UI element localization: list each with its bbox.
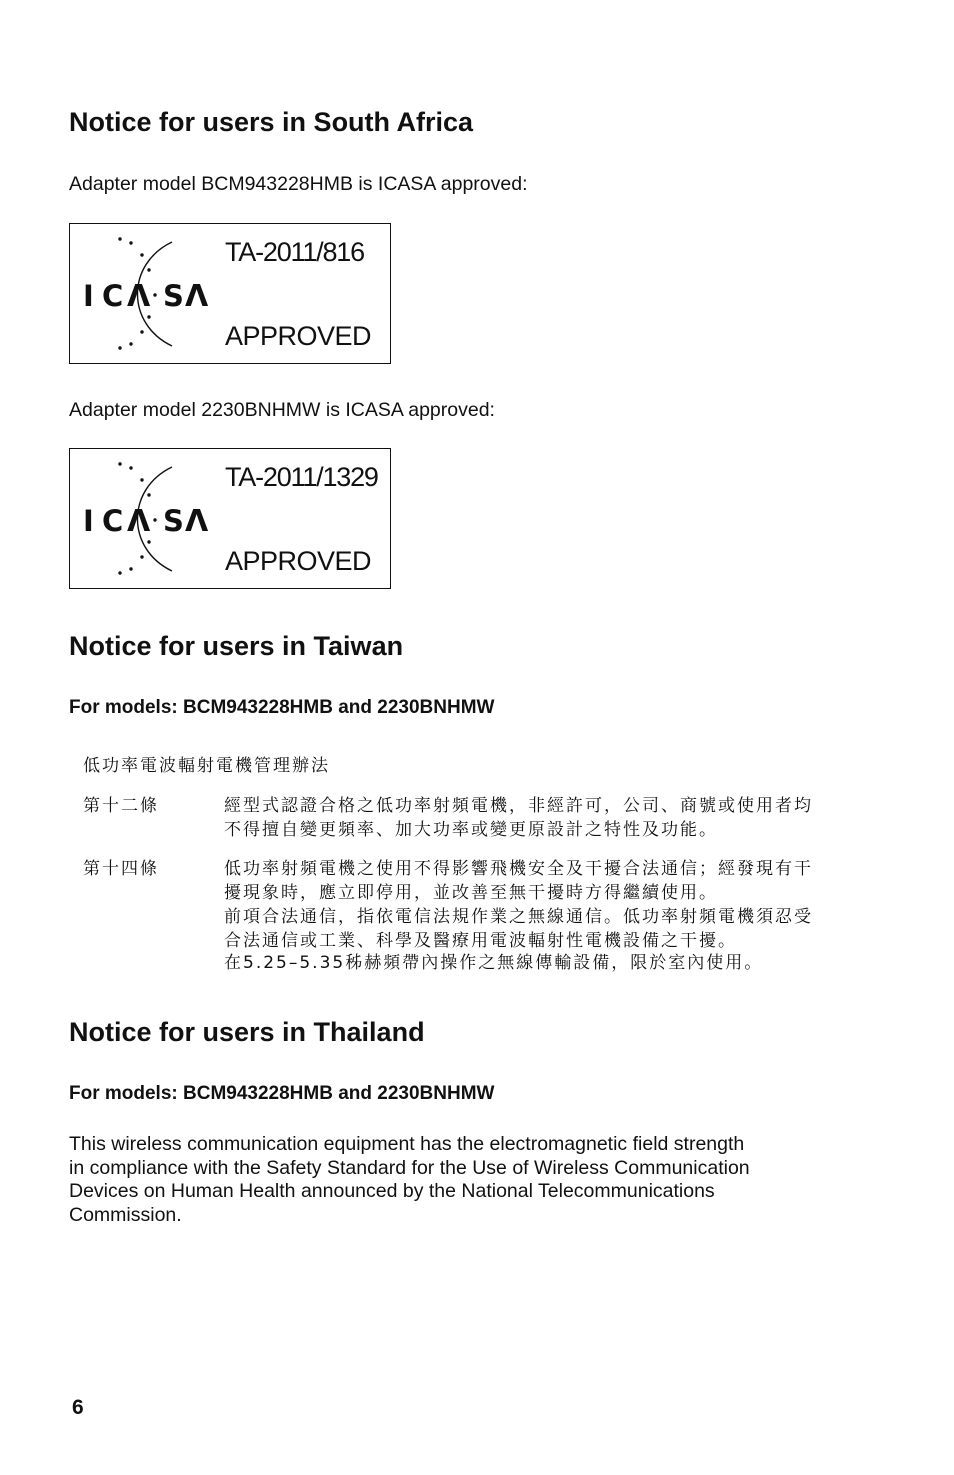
article-14-line: 合法通信或工業、科學及醫療用電波輻射性電機設備之干擾。 <box>224 931 737 951</box>
icasa-logo <box>70 224 220 364</box>
certificate-number-2: TA-2011/1329 <box>225 462 378 492</box>
svg-text:S: S <box>163 279 184 313</box>
approved-label-2: APPROVED <box>225 546 372 576</box>
article-14-line: 在5.25–5.35秭赫頻帶內操作之無線傳輸設備，限於室內使用。 <box>224 953 764 973</box>
taiwan-regulation-title: 低功率電波輻射電機管理辦法 <box>83 756 330 776</box>
article-14-line: 低功率射頻電機之使用不得影響飛機安全及干擾合法通信；經發現有干 <box>224 859 813 879</box>
article-12-line: 經型式認證合格之低功率射頻電機，非經許可，公司、商號或使用者均 <box>224 796 813 816</box>
thailand-models: For models: BCM943228HMB and 2230BNHMW <box>69 1083 495 1104</box>
page-number: 6 <box>72 1396 84 1419</box>
svg-text:Λ: Λ <box>185 504 209 539</box>
icasa-approval-box-1 <box>69 223 391 364</box>
heading-thailand: Notice for users in Thailand <box>69 1017 425 1047</box>
svg-text:Λ: Λ <box>185 279 209 314</box>
svg-text:I: I <box>83 504 94 538</box>
heading-south-africa: Notice for users in South Africa <box>69 107 474 137</box>
article-14-line: 擾現象時，應立即停用，並改善至無干擾時方得繼續使用。 <box>224 883 718 903</box>
icasa-approval-box-2 <box>69 448 391 589</box>
heading-taiwan: Notice for users in Taiwan <box>69 631 404 661</box>
approved-label-1: APPROVED <box>225 321 372 351</box>
thailand-paragraph: This wireless communication equipment has the electromagnetic field strength in compliance with the Safety Standard for the Use of Wireless Communication Devices on Human Health announced by the National Telecommunications Commission. <box>69 1133 750 1226</box>
svg-text:Λ: Λ <box>127 279 151 314</box>
icasa-logo <box>70 449 220 589</box>
adapter1-statement: Adapter model BCM943228HMB is ICASA approved: <box>69 173 528 195</box>
svg-text:C: C <box>102 504 124 538</box>
article-14-label: 第十四條 <box>83 859 159 879</box>
certificate-number-1: TA-2011/816 <box>225 237 364 267</box>
adapter2-statement: Adapter model 2230BNHMW is ICASA approved: <box>69 399 495 421</box>
svg-text:Λ: Λ <box>127 504 151 539</box>
svg-text:S: S <box>163 504 184 538</box>
svg-text:C: C <box>102 279 124 313</box>
svg-text:I: I <box>83 279 94 313</box>
article-14-line: 前項合法通信，指依電信法規作業之無線通信。低功率射頻電機須忍受 <box>224 907 813 927</box>
taiwan-models: For models: BCM943228HMB and 2230BNHMW <box>69 697 495 718</box>
article-12-label: 第十二條 <box>83 796 159 816</box>
article-12-line: 不得擅自變更頻率、加大功率或變更原設計之特性及功能。 <box>224 820 718 840</box>
